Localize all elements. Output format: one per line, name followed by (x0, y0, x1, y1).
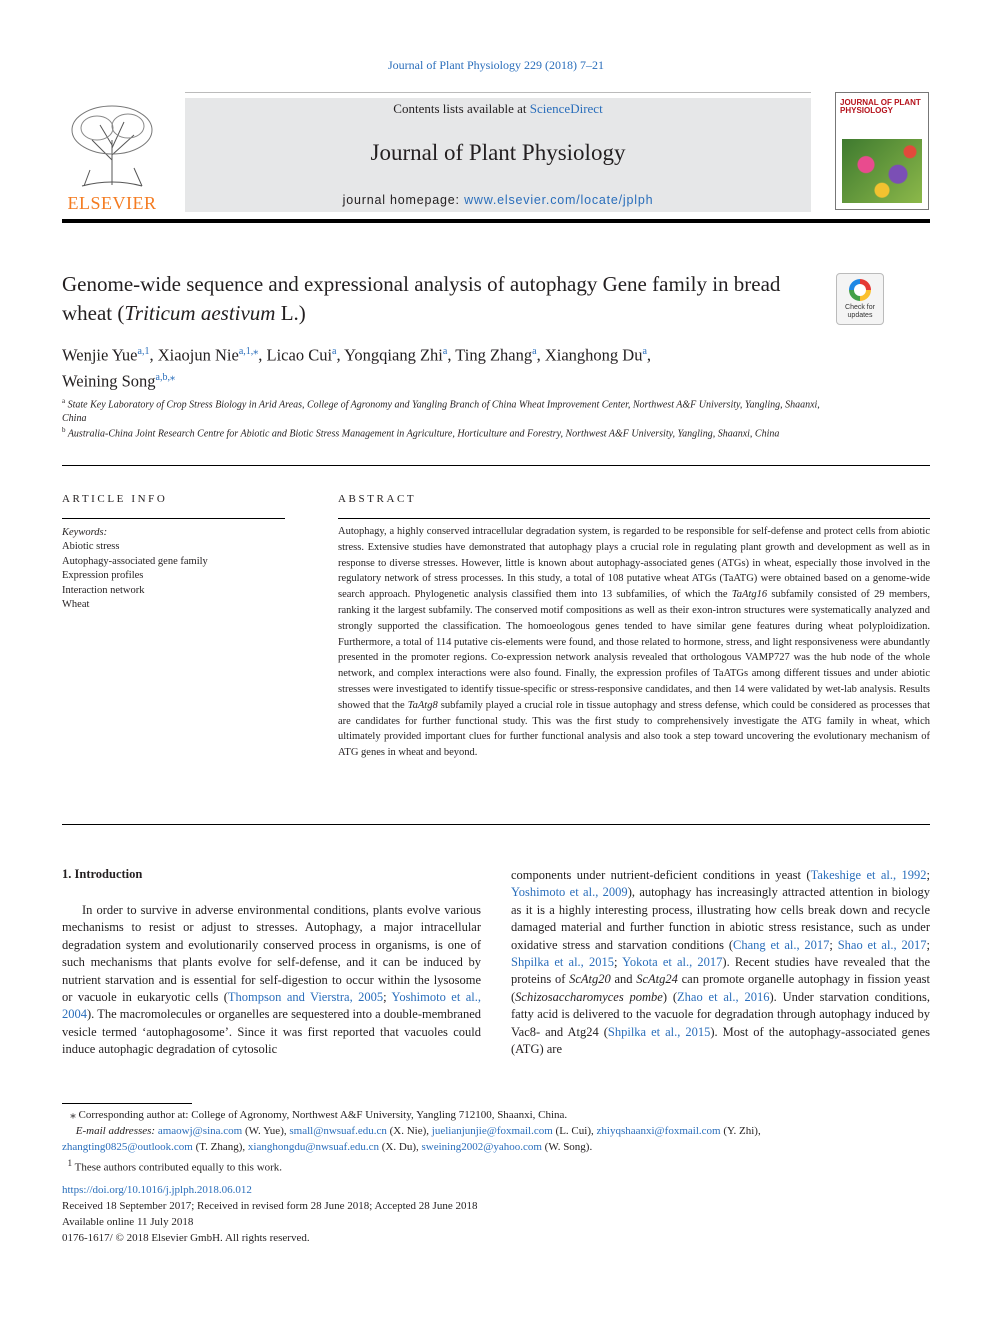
email-link[interactable]: sweining2002@yahoo.com (421, 1141, 542, 1153)
reference-link[interactable]: Thompson and Vierstra, 2005 (227, 990, 384, 1005)
footnotes (62, 1107, 930, 1176)
cover-title: JOURNAL OF PLANT PHYSIOLOGY (840, 98, 921, 115)
keyword: Abiotic stress (62, 541, 120, 553)
author[interactable]: Licao Cui (266, 345, 333, 365)
email-link[interactable]: small@nwsuaf.edu.cn (289, 1125, 387, 1137)
journal-citation[interactable]: Journal of Plant Physiology 229 (2018) 7–21 (388, 58, 604, 72)
keyword: Expression profiles (62, 570, 144, 582)
author-list: Wenjie Yue$^{a,1}$, Xiaojun Nie$^{a,1,⁎}$, Licao Cui$^a$, Yongqiang Zhi$^a$, Ting Zhang$^a$, Xianghong Du$^a$, Weining Song$^{a,b,⁎}$ (62, 345, 652, 390)
keyword: Autophagy-associated gene family (62, 555, 208, 567)
keyword: Wheat (62, 599, 90, 611)
reference-link[interactable]: Shao et al., 2017 (837, 937, 927, 952)
intro-left-column: In order to survive in adverse environmental conditions, plants evolve various mechanisms to resist or adjust to stresses. Autophagy, a major intracellular degradation system and evolutionarily conserved process in organisms, is one of such mechanisms that plants evolve for self-defense, and it can be induced by nutrient starvation and is essential for self-digestion to occur within the lysosome or vacuole in eukaryotic cells (Thompson and Vierstra, 2005; Yoshimoto et al., 2004). The macromolecules or organelles are sequestered into a double-membraned vesicle termed ‘autophagosome’. Since it was first reported that vacuoles could induce autophagic degradation of cytosolic (62, 903, 481, 1057)
contents-line: Contents lists available at ScienceDirect (393, 101, 603, 116)
introduction-heading: 1. Introduction (62, 867, 143, 881)
reference-link[interactable]: Zhao et al., 2016 (677, 989, 770, 1004)
email-link[interactable]: zhiyqshaanxi@foxmail.com (596, 1125, 721, 1137)
article-metadata (62, 1182, 930, 1246)
email-link[interactable]: zhangting0825@outlook.com (62, 1141, 193, 1153)
author[interactable]: Wenjie Yue (62, 345, 138, 365)
check-for-updates-button[interactable] (836, 273, 884, 325)
keywords-label: Keywords: (62, 527, 108, 538)
equal-contribution-note: $^1$ These authors contributed equally to this work. (67, 1158, 283, 1174)
keyword: Interaction network (62, 584, 145, 596)
received-dates: Received 18 September 2017; Received in revised form 28 June 2018; Accepted 28 June 2018 (62, 1200, 478, 1212)
divider (62, 465, 930, 466)
keywords-block (62, 526, 285, 612)
author[interactable]: Ting Zhang (455, 345, 533, 365)
divider (62, 518, 285, 519)
article-info-heading: ARTICLE INFO (62, 493, 168, 505)
intro-right-column: components under nutrient-deficient conditions in yeast (Takeshige et al., 1992; Yoshimoto et al., 2009), autophagy has increasingly attracted attention in biology as it is a highly interesting process, illustrating how cells break down and recycle damaged material and further function in abiotic stress resistance, such as under oxidative stress and starvation conditions (Chang et al., 2017; Shao et al., 2017; Shpilka et al., 2015; Yokota et al., 2017). Recent studies have revealed that the proteins of ScAtg20 and ScAtg24 can promote organelle autophagy in fission yeast (Schizosaccharomyces pombe) (Zhao et al., 2016). Under starvation conditions, fatty acid is delivered to the vacuole for degradation through autophagy induced by Vac8- and Atg24 (Shpilka et al., 2015). Most of the autophagy-associated genes (ATG) are (511, 868, 931, 1057)
corresponding-author-note: ⁎ Corresponding author at: College of Agronomy, Northwest A&F University, Yangling 712100, Shaanxi, China. (70, 1109, 568, 1121)
reference-link[interactable]: Takeshige et al., 1992 (810, 868, 927, 882)
cover-flower-image (842, 139, 922, 203)
author[interactable]: Weining Song (62, 371, 156, 390)
divider (338, 518, 930, 519)
journal-homepage: journal homepage: www.elsevier.com/locate/jplph (342, 193, 654, 207)
email-addresses: E-mail addresses: amaowj@sina.com (W. Yue), small@nwsuaf.edu.cn (X. Nie), juelianjunjie@foxmail.com (L. Cui), zhiyqshaanxi@foxmail.com (Y. Zhi), zhangting0825@outlook.com (T. Zhang), xianghongdu@nwsuaf.edu.cn (X. Du), sweining2002@yahoo.com (W. Song). (62, 1125, 761, 1153)
email-link[interactable]: amaowj@sina.com (157, 1125, 243, 1137)
reference-link[interactable]: Shpilka et al., 2015 (511, 955, 614, 970)
reference-link[interactable]: Yoshimoto et al., 2009 (511, 885, 628, 900)
reference-link[interactable]: Yokota et al., 2017 (622, 955, 723, 970)
email-link[interactable]: juelianjunjie@foxmail.com (431, 1125, 553, 1137)
abstract-text: Autophagy, a highly conserved intracellular degradation system, is regarded to be responsible for self-defense and protect cells from abiotic stress. Extensive studies have demonstrated that autophagy plays a crucial role in regulating plant growth and development as well as in response to diverse stresses. However, little is known about autophagy-associated genes (ATGs) in wheat, especially those involved in the regulatory network of stress processes. In this study, a total of 108 putative wheat ATGs (TaATG) were obtained based on a genome-wide search approach. Phylogenetic analysis classified them into 13 subfamilies, of which the TaAtg16 subfamily consisted of 29 members, ranking it the largest subfamily. The conserved motif compositions as well as their exon-intron structures were systematically analyzed and strongly supported the classification. The homoeologous genes tended to have similar gene features during wheat polyploidization. Furthermore, a total of 114 putative cis-elements were found, and those related to hormone, stress, and light responsiveness were abundantly presented in the promoter regions. Co-expression network analysis revealed that orthologous VAMP727 was the hub node of the whole network, and complex interactions were also found. Finally, the expression profiles of TaATGs among different tissues and under abiotic stresses were investigated to identify tissue-specific or stress-responsive candidates, and then 14 were validated by wet-lab analysis. Results showed that the TaAtg8 subfamily played a crucial role in tissue autophagy and stress defense, which could be considered as processes that are candidates for further functional study. This was the first study to comprehensively investigate the ATG family in wheat, which ultimately provided important clues for further functional analysis and also took a step toward uncovering the evolutionary mechanism of ATG genes in wheat and beyond. (338, 526, 930, 759)
footnote-rule (62, 1103, 192, 1104)
reference-link[interactable]: Yoshimoto et al., 2004 (62, 990, 481, 1022)
email-link[interactable]: xianghongdu@nwsuaf.edu.cn (247, 1141, 380, 1153)
header-top-rule (185, 92, 811, 93)
online-date: Available online 11 July 2018 (62, 1216, 194, 1228)
article-title: Genome-wide sequence and expressional analysis of autophagy Gene family in bread wheat (Triticum aestivum L.) (62, 272, 781, 325)
journal-cover-thumbnail[interactable] (835, 92, 929, 210)
author[interactable]: Yongqiang Zhi (344, 345, 443, 365)
check-updates-label: Check for updates (845, 304, 875, 319)
author[interactable]: Xiaojun Nie (157, 345, 239, 365)
divider (62, 824, 930, 825)
reference-link[interactable]: Chang et al., 2017 (733, 937, 830, 952)
affiliation-a: $^a$ State Key Laboratory of Crop Stress Biology in Arid Areas, College of Agronomy and Yangling Branch of China Wheat Improvement Center, Northwest A&F University, Yangling, Shaanxi, China (62, 397, 820, 425)
publisher-logo-text: ELSEVIER (67, 193, 157, 213)
affiliation-b: $^b$ Australia-China Joint Research Centre for Abiotic and Biotic Stress Management in Agriculture, Horticulture and Forestry, Northwest A&F University, Yangling, Shaanxi, China (62, 426, 780, 440)
copyright: 0176-1617/ © 2018 Elsevier GmbH. All rights reserved. (62, 1232, 310, 1244)
author[interactable]: Xianghong Du (544, 345, 643, 365)
doi-link[interactable]: https://doi.org/10.1016/j.jplph.2018.06.012 (62, 1184, 252, 1196)
homepage-link[interactable]: www.elsevier.com/locate/jplph (464, 193, 654, 207)
reference-link[interactable]: Shpilka et al., 2015 (607, 1024, 711, 1039)
sciencedirect-link[interactable]: ScienceDirect (529, 101, 603, 116)
header-thick-rule (62, 219, 930, 223)
abstract-heading: ABSTRACT (338, 493, 417, 505)
journal-title: Journal of Plant Physiology (370, 140, 626, 165)
